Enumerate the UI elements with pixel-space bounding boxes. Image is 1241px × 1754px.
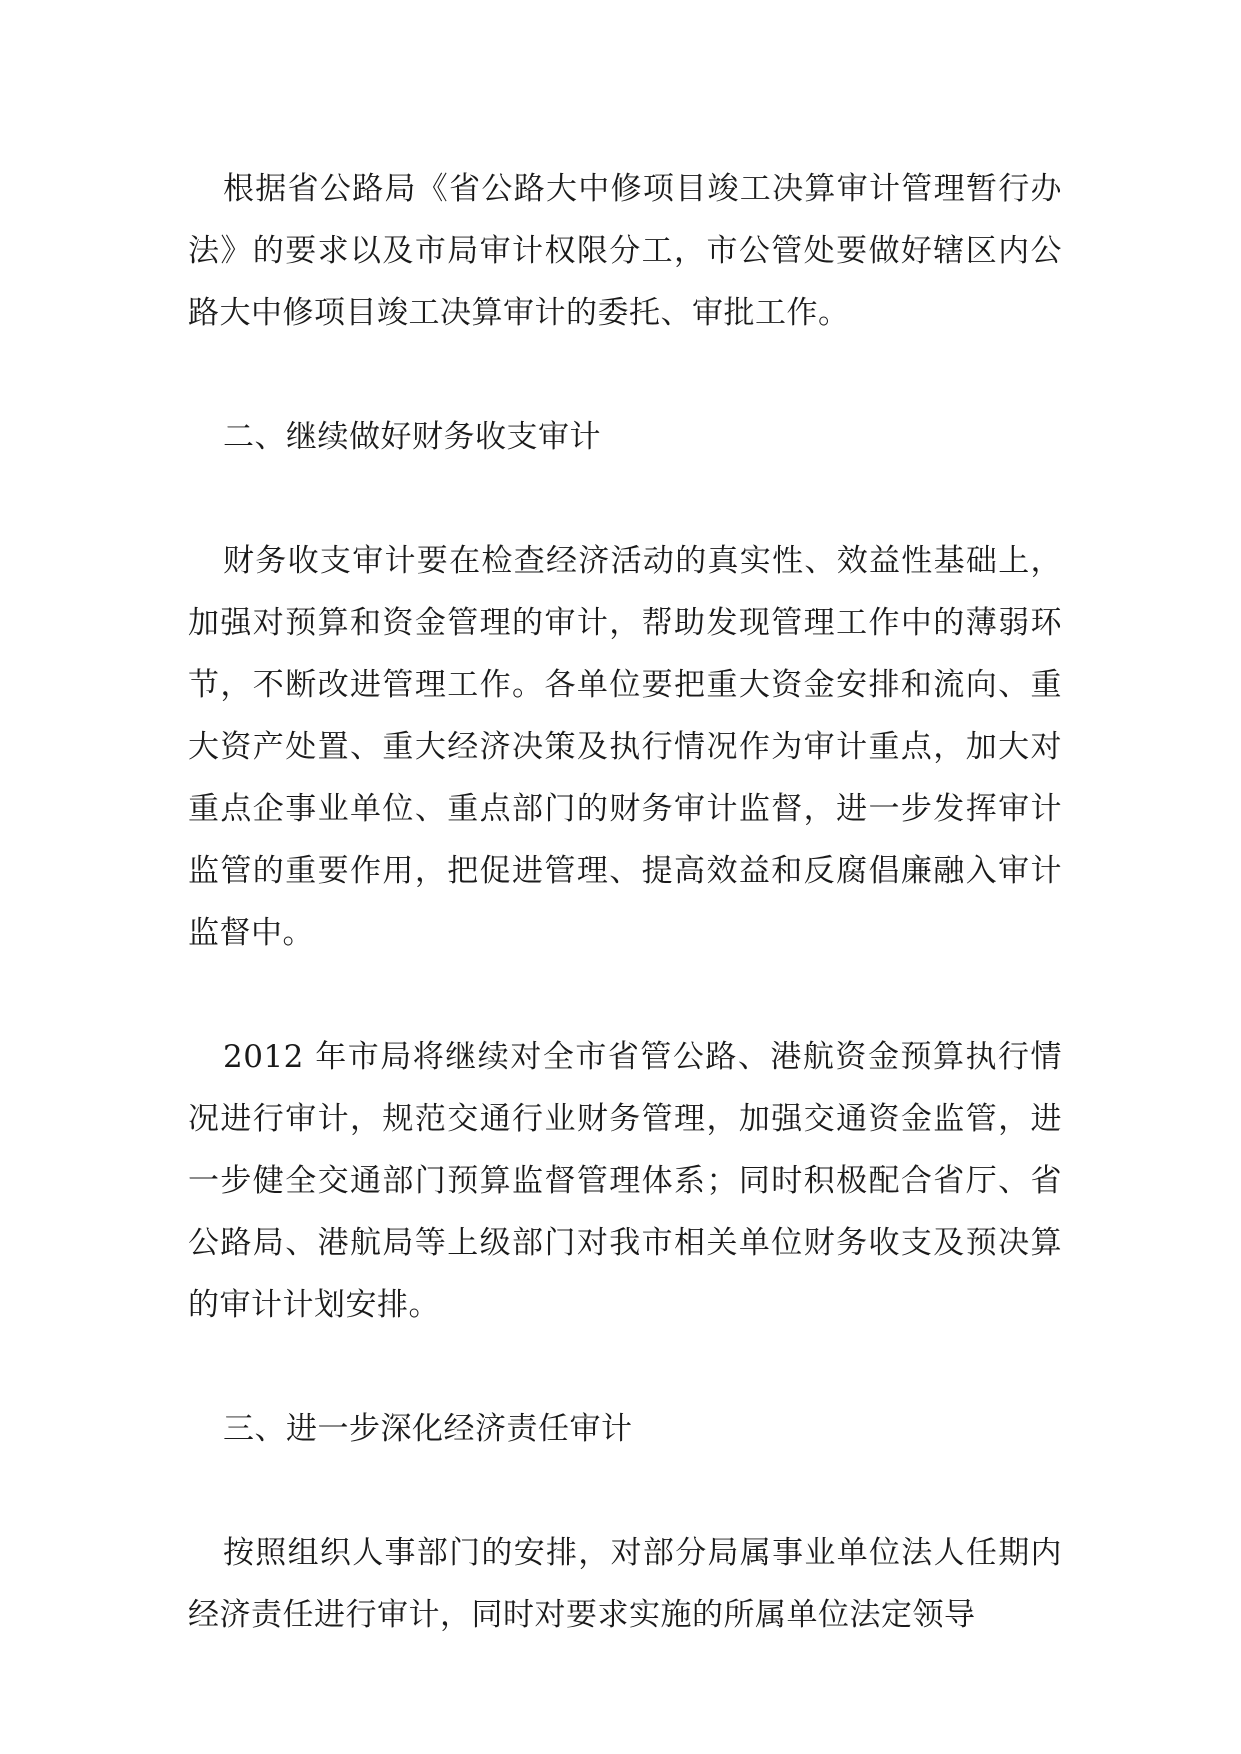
paragraph-spacer bbox=[188, 964, 1062, 1026]
paragraph-spacer bbox=[188, 344, 1062, 406]
paragraph-financial-audit: 财务收支审计要在检查经济活动的真实性、效益性基础上，加强对预算和资金管理的审计，帮助发现管理工作中的薄弱环节，不断改进管理工作。各单位要把重大资金安排和流向、重大资产处置、重大经济决策及执行情况作为审计重点，加大对重点企事业单位、重点部门的财务审计监督，进一步发挥审计监管的重要作用，把促进管理、提高效益和反腐倡廉融入审计监督中。 bbox=[188, 543, 1062, 951]
section-heading-economic-responsibility: 三、进一步深化经济责任审计 bbox=[223, 1411, 633, 1447]
paragraph-spacer bbox=[188, 1336, 1062, 1398]
paragraph-economic-responsibility: 按照组织人事部门的安排，对部分局属事业单位法人任期内经济责任进行审计，同时对要求实施的所属单位法定领导 bbox=[188, 1535, 1062, 1633]
paragraph-final-audit: 根据省公路局《省公路大中修项目竣工决算审计管理暂行办法》的要求以及市局审计权限分工，市公管处要做好辖区内公路大中修项目竣工决算审计的委托、审批工作。 bbox=[188, 171, 1062, 331]
paragraph-spacer bbox=[188, 468, 1062, 530]
paragraph-2012-plan: 2012 年市局将继续对全市省管公路、港航资金预算执行情况进行审计，规范交通行业财务管理，加强交通资金监管，进一步健全交通部门预算监督管理体系；同时积极配合省厅、省公路局、港航局等上级部门对我市相关单位财务收支及预决算的审计计划安排。 bbox=[188, 1039, 1062, 1323]
section-heading-financial-audit: 二、继续做好财务收支审计 bbox=[223, 419, 601, 455]
paragraph-spacer bbox=[188, 1460, 1062, 1522]
document-body bbox=[188, 158, 1062, 1646]
